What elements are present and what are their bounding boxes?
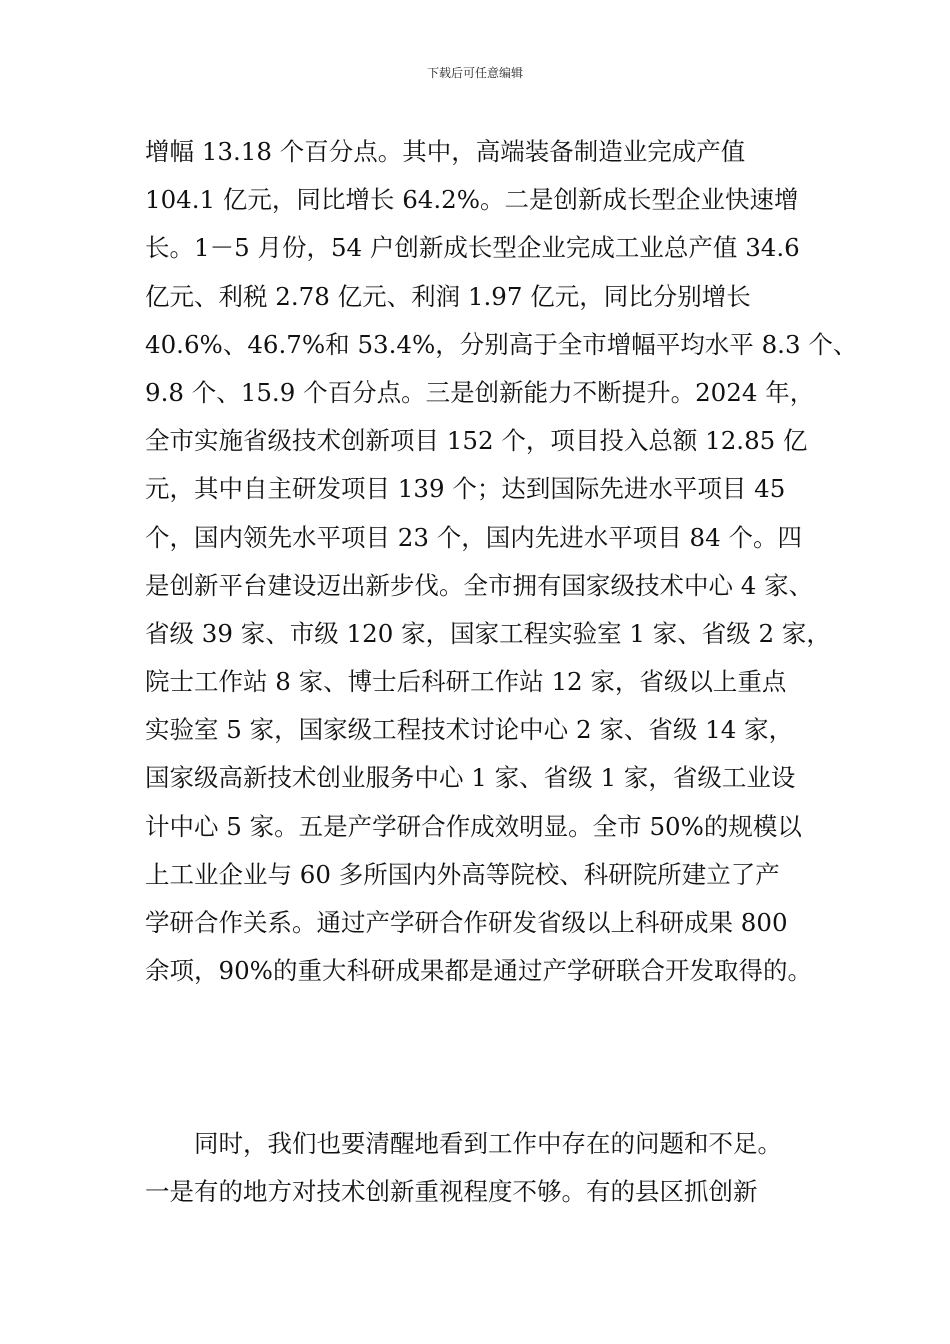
text-line: 国家级高新技术创业服务中心 1 家、省级 1 家，省级工业设: [145, 763, 796, 793]
paragraph-2: [145, 1120, 835, 1216]
text-line: 增幅 13.18 个百分点。其中，高端装备制造业完成产值: [145, 137, 746, 166]
text-line: 元，其中自主研发项目 139 个；达到国际先进水平项目 45: [145, 474, 786, 504]
text-line: 9.8 个、15.9 个百分点。三是创新能力不断提升。2024 年，: [145, 377, 815, 407]
text-line: 省级 39 家、市级 120 家，国家工程实验室 1 家、省级 2 家，: [145, 618, 831, 648]
paragraph-1: [145, 128, 858, 995]
text-line: 104.1 亿元，同比增长 64.2%。二是创新成长型企业快速增: [145, 185, 799, 215]
text-line: 计中心 5 家。五是产学研合作成效明显。全市 50%的规模以: [145, 811, 802, 841]
text-line: 亿元、利税 2.78 亿元、利润 1.97 亿元，同比分别增长: [145, 281, 751, 311]
text-line: 一是有的地方对技术创新重视程度不够。有的县区抓创新: [145, 1177, 758, 1207]
text-line: 余项，90%的重大科研成果都是通过产学研联合开发取得的。: [145, 956, 812, 986]
text-line: 是创新平台建设迈出新步伐。全市拥有国家级技术中心 4 家、: [145, 570, 814, 600]
page-header-note: 下载后可任意编辑: [426, 66, 523, 80]
text-line: 上工业企业与 60 多所国内外高等院校、科研院所建立了产: [145, 859, 780, 889]
text-line: 学研合作关系。通过产学研合作研发省级以上科研成果 800: [145, 908, 788, 937]
text-line: 实验室 5 家，国家级工程技术讨论中心 2 家、省级 14 家，: [145, 715, 794, 745]
text-line: 院士工作站 8 家、博士后科研工作站 12 家，省级以上重点: [145, 667, 787, 697]
text-line: 同时，我们也要清醒地看到工作中存在的问题和不足。: [194, 1129, 782, 1158]
text-line: 40.6%、46.7%和 53.4%，分别高于全市增幅平均水平 8.3 个、: [145, 329, 858, 359]
text-line: 长。1－5 月份，54 户创新成长型企业完成工业总产值 34.6: [145, 233, 800, 263]
text-line: 个，国内领先水平项目 23 个，国内先进水平项目 84 个。四: [145, 522, 802, 552]
text-line: 全市实施省级技术创新项目 152 个，项目投入总额 12.85 亿: [145, 426, 808, 456]
